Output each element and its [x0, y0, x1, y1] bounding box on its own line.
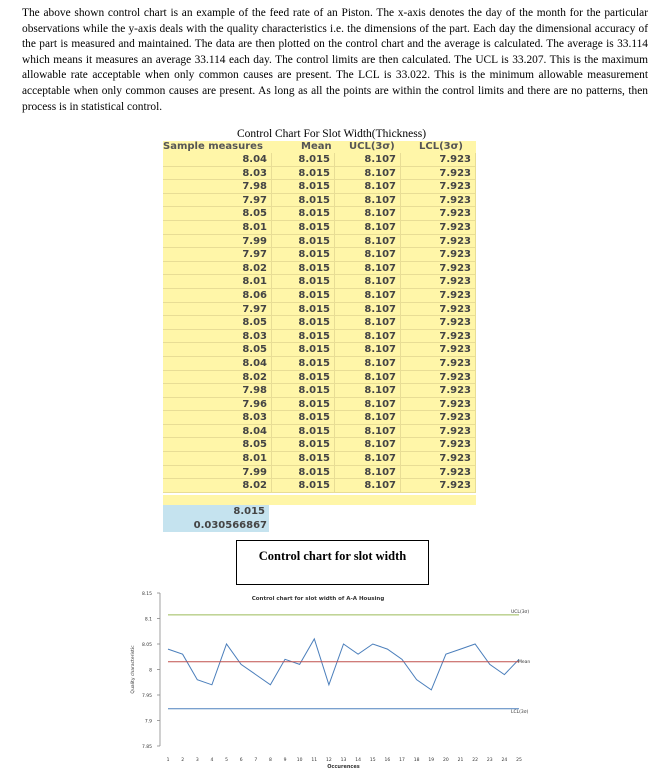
- cell-sample: 8.05: [163, 207, 272, 221]
- cell-ucl: 8.107: [335, 411, 401, 425]
- cell-lcl: 7.923: [401, 235, 476, 249]
- ucl-label: UCL(3σ): [511, 609, 530, 615]
- cell-ucl: 8.107: [335, 343, 401, 357]
- header-sample-measures: Sample measures: [163, 141, 263, 152]
- cell-ucl: 8.107: [335, 180, 401, 194]
- cell-ucl: 8.107: [335, 248, 401, 262]
- table-row: [163, 248, 476, 262]
- x-tick-label: 8: [268, 758, 272, 763]
- cell-sample: 8.01: [163, 275, 272, 289]
- cell-ucl: 8.107: [335, 262, 401, 276]
- cell-lcl: 7.923: [401, 357, 476, 371]
- cell-mean: 8.015: [272, 262, 335, 276]
- x-tick-label: 24: [501, 758, 508, 763]
- cell-mean: 8.015: [272, 303, 335, 317]
- cell-mean: 8.015: [272, 411, 335, 425]
- cell-ucl: 8.107: [335, 330, 401, 344]
- y-tick-label: 8.1: [144, 617, 152, 623]
- cell-lcl: 7.923: [401, 207, 476, 221]
- cell-lcl: 7.923: [401, 330, 476, 344]
- cell-ucl: 8.107: [335, 371, 401, 385]
- cell-lcl: 7.923: [401, 248, 476, 262]
- cell-mean: 8.015: [272, 221, 335, 235]
- cell-mean: 8.015: [272, 153, 335, 167]
- cell-lcl: 7.923: [401, 398, 476, 412]
- x-tick-label: 15: [369, 758, 376, 763]
- x-tick-label: 22: [472, 758, 478, 763]
- cell-ucl: 8.107: [335, 425, 401, 439]
- y-axis-label: Quality characteristic: [131, 645, 136, 694]
- cell-mean: 8.015: [272, 438, 335, 452]
- cell-ucl: 8.107: [335, 357, 401, 371]
- cell-lcl: 7.923: [401, 275, 476, 289]
- table-row: [163, 316, 476, 330]
- table-row: [163, 357, 476, 371]
- x-tick-label: 16: [384, 758, 391, 763]
- x-tick-label: 25: [516, 758, 522, 763]
- cell-ucl: 8.107: [335, 194, 401, 208]
- mean-label: Mean: [518, 659, 531, 665]
- cell-mean: 8.015: [272, 452, 335, 466]
- table-row: [163, 221, 476, 235]
- cell-ucl: 8.107: [335, 289, 401, 303]
- table-row: [163, 398, 476, 412]
- cell-sample: 7.97: [163, 248, 272, 262]
- x-tick-label: 1: [166, 758, 170, 763]
- cell-lcl: 7.923: [401, 167, 476, 181]
- cell-lcl: 7.923: [401, 343, 476, 357]
- table-row: [163, 466, 476, 480]
- cell-lcl: 7.923: [401, 262, 476, 276]
- cell-sample: 7.98: [163, 180, 272, 194]
- header-mean: Mean: [301, 141, 332, 152]
- cell-ucl: 8.107: [335, 398, 401, 412]
- x-tick-label: 2: [181, 758, 185, 763]
- cell-sample: 8.05: [163, 343, 272, 357]
- cell-lcl: 7.923: [401, 411, 476, 425]
- cell-mean: 8.015: [272, 371, 335, 385]
- table-row: [163, 479, 476, 493]
- data-table: [163, 153, 476, 493]
- sample-series-line: [168, 639, 519, 690]
- cell-mean: 8.015: [272, 180, 335, 194]
- cell-ucl: 8.107: [335, 167, 401, 181]
- table-row: [163, 235, 476, 249]
- cell-lcl: 7.923: [401, 479, 476, 493]
- cell-sample: 8.03: [163, 411, 272, 425]
- header-ucl: UCL(3σ): [349, 141, 395, 152]
- table-row: [163, 438, 476, 452]
- cell-ucl: 8.107: [335, 235, 401, 249]
- table-row: [163, 330, 476, 344]
- x-tick-label: 11: [311, 758, 318, 763]
- cell-ucl: 8.107: [335, 207, 401, 221]
- cell-lcl: 7.923: [401, 153, 476, 167]
- table-row: [163, 343, 476, 357]
- table-row: [163, 303, 476, 317]
- table-row: [163, 167, 476, 181]
- cell-mean: 8.015: [272, 479, 335, 493]
- cell-sample: 7.97: [163, 303, 272, 317]
- cell-lcl: 7.923: [401, 180, 476, 194]
- cell-sample: 8.05: [163, 438, 272, 452]
- cell-sample: 8.01: [163, 221, 272, 235]
- cell-ucl: 8.107: [335, 466, 401, 480]
- cell-mean: 8.015: [272, 248, 335, 262]
- x-tick-label: 18: [413, 758, 420, 763]
- x-tick-label: 7: [254, 758, 258, 763]
- cell-mean: 8.015: [272, 343, 335, 357]
- cell-lcl: 7.923: [401, 384, 476, 398]
- cell-sample: 8.02: [163, 262, 272, 276]
- table-row: [163, 180, 476, 194]
- table-row: [163, 207, 476, 221]
- cell-mean: 8.015: [272, 330, 335, 344]
- table-row: [163, 425, 476, 439]
- summary-mean: 8.015: [163, 505, 269, 519]
- cell-sample: 7.96: [163, 398, 272, 412]
- cell-mean: 8.015: [272, 398, 335, 412]
- y-tick-label: 8: [149, 668, 152, 674]
- cell-sample: 8.04: [163, 425, 272, 439]
- cell-lcl: 7.923: [401, 452, 476, 466]
- table-row: [163, 384, 476, 398]
- x-axis-label: Occurences: [327, 764, 360, 770]
- table-row: [163, 289, 476, 303]
- cell-lcl: 7.923: [401, 194, 476, 208]
- cell-lcl: 7.923: [401, 371, 476, 385]
- x-tick-label: 14: [355, 758, 361, 763]
- x-tick-label: 12: [326, 758, 332, 763]
- y-tick-label: 8.15: [141, 592, 152, 597]
- cell-ucl: 8.107: [335, 479, 401, 493]
- cell-lcl: 7.923: [401, 438, 476, 452]
- y-tick-label: 7.9: [144, 719, 152, 725]
- cell-sample: 8.01: [163, 452, 272, 466]
- table-row: [163, 153, 476, 167]
- x-tick-label: 19: [428, 758, 435, 763]
- cell-sample: 7.97: [163, 194, 272, 208]
- cell-lcl: 7.923: [401, 289, 476, 303]
- description-paragraph: The above shown control chart is an example of the feed rate of an Piston. The x-axis denotes the day of the month for the particular observations while the y-axis deals with the quality characteristics i.e. the dimensions of the part. Each day the dimensional accuracy of the part is measured and maintained. The data are then plotted on the control chart and the average is calculated. The average is 33.114 which means it measures an average 33.114 each day. The control limits are then calculated. The UCL is 33.207. This is the maximum allowable rate acceptable when only common causes are present. The LCL is 33.022. This is the minimum allowable measurement acceptable when only common causes are present. As long as all the points are within the control limits and there are no patterns, then process is in statistical control.: [22, 7, 648, 113]
- cell-mean: 8.015: [272, 275, 335, 289]
- cell-sample: 8.04: [163, 153, 272, 167]
- control-chart: [0, 588, 670, 775]
- table-title: Control Chart For Slot Width(Thickness): [237, 128, 427, 140]
- cell-mean: 8.015: [272, 207, 335, 221]
- cell-sample: 7.99: [163, 466, 272, 480]
- summary-std-dev: 0.030566867: [163, 519, 269, 532]
- x-tick-label: 5: [225, 758, 228, 763]
- header-lcl: LCL(3σ): [419, 141, 463, 152]
- x-tick-label: 10: [296, 758, 303, 763]
- y-tick-label: 8.05: [141, 643, 152, 648]
- cell-ucl: 8.107: [335, 275, 401, 289]
- cell-mean: 8.015: [272, 316, 335, 330]
- cell-mean: 8.015: [272, 167, 335, 181]
- cell-ucl: 8.107: [335, 316, 401, 330]
- table-blank-row: [163, 495, 476, 505]
- x-tick-label: 21: [457, 758, 464, 763]
- cell-mean: 8.015: [272, 194, 335, 208]
- cell-ucl: 8.107: [335, 438, 401, 452]
- x-tick-label: 20: [443, 758, 449, 763]
- table-row: [163, 275, 476, 289]
- y-tick-label: 7.95: [141, 694, 152, 699]
- cell-mean: 8.015: [272, 235, 335, 249]
- cell-ucl: 8.107: [335, 303, 401, 317]
- cell-sample: 8.02: [163, 371, 272, 385]
- cell-sample: 8.03: [163, 330, 272, 344]
- chart-caption: Control chart for slot width: [236, 540, 429, 585]
- x-tick-label: 13: [340, 758, 347, 763]
- lcl-label: LCL(3σ): [511, 709, 529, 715]
- table-header-row: [163, 141, 476, 153]
- table-row: [163, 371, 476, 385]
- chart-title: Control chart for slot width of A-A Housing: [251, 596, 385, 602]
- cell-sample: 8.06: [163, 289, 272, 303]
- cell-sample: 7.98: [163, 384, 272, 398]
- cell-lcl: 7.923: [401, 221, 476, 235]
- cell-ucl: 8.107: [335, 153, 401, 167]
- cell-sample: 8.03: [163, 167, 272, 181]
- cell-sample: 8.05: [163, 316, 272, 330]
- cell-mean: 8.015: [272, 466, 335, 480]
- cell-sample: 8.02: [163, 479, 272, 493]
- x-tick-label: 3: [195, 758, 199, 763]
- cell-lcl: 7.923: [401, 425, 476, 439]
- cell-mean: 8.015: [272, 289, 335, 303]
- table-row: [163, 262, 476, 276]
- cell-mean: 8.015: [272, 384, 335, 398]
- x-tick-label: 17: [399, 758, 405, 763]
- cell-ucl: 8.107: [335, 452, 401, 466]
- x-tick-label: 9: [283, 758, 287, 763]
- cell-lcl: 7.923: [401, 316, 476, 330]
- cell-sample: 7.99: [163, 235, 272, 249]
- cell-mean: 8.015: [272, 425, 335, 439]
- cell-sample: 8.04: [163, 357, 272, 371]
- cell-ucl: 8.107: [335, 221, 401, 235]
- cell-mean: 8.015: [272, 357, 335, 371]
- cell-lcl: 7.923: [401, 466, 476, 480]
- table-row: [163, 452, 476, 466]
- cell-ucl: 8.107: [335, 384, 401, 398]
- y-tick-label: 7.85: [141, 745, 152, 750]
- x-tick-label: 23: [486, 758, 493, 763]
- x-tick-label: 6: [239, 758, 243, 763]
- table-row: [163, 194, 476, 208]
- table-row: [163, 411, 476, 425]
- cell-lcl: 7.923: [401, 303, 476, 317]
- x-tick-label: 4: [210, 758, 214, 763]
